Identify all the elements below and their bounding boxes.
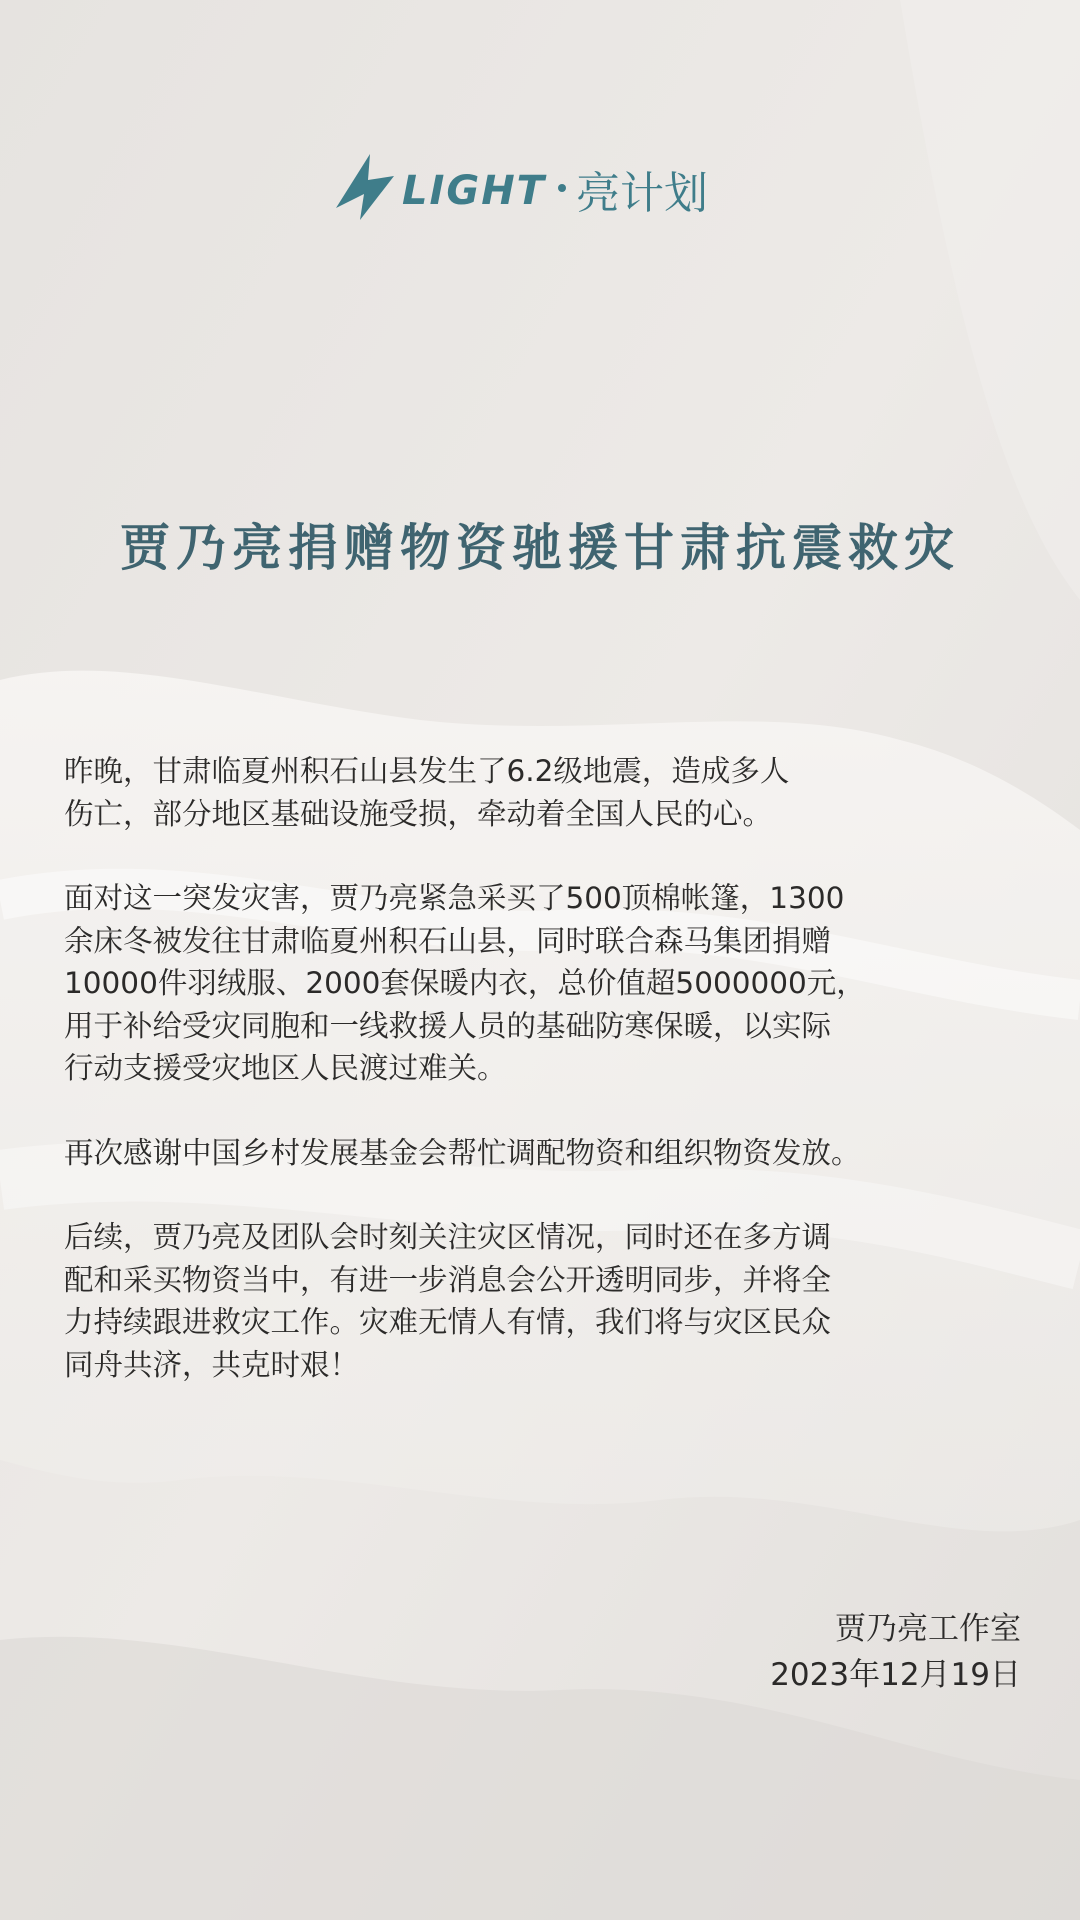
statement-body <box>64 750 1024 1428</box>
paragraph: 后续，贾乃亮及团队会时刻关注灾区情况，同时还在多方调 配和采买物资当中，有进一步消息会公开透明同步，并将全 力持续跟进救灾工作。灾难无情人有情，我们将与灾区民众 同舟共济，共克时艰！ <box>64 1220 832 1382</box>
paragraph: 昨晚，甘肃临夏州积石山县发生了6.2级地震，造成多人 伤亡，部分地区基础设施受损，牵动着全国人民的心。 <box>64 754 790 831</box>
svg-text:LIGHT: LIGHT <box>402 168 546 214</box>
signature-org: 贾乃亮工作室 <box>835 1611 1021 1647</box>
signature-date: 2023年12月19日 <box>770 1657 1021 1693</box>
brand-logo <box>0 146 1080 226</box>
svg-text:亮计划: 亮计划 <box>576 168 708 219</box>
signature-block <box>770 1606 1021 1698</box>
page-title: 贾乃亮捐赠物资驰援甘肃抗震救灾 <box>120 518 960 577</box>
paragraph: 面对这一突发灾害，贾乃亮紧急采买了500顶棉帐篷，1300 余床冬被发往甘肃临夏州积石山县，同时联合森马集团捐赠 10000件羽绒服、2000套保暖内衣，总价值超5000000元， 用于补给受灾同胞和一线救援人员的基础防寒保暖，以实际 行动支援受灾地区人民渡过难关。 <box>64 881 866 1085</box>
light-logo-icon <box>330 146 750 226</box>
paragraph: 再次感谢中国乡村发展基金会帮忙调配物资和组织物资发放。 <box>64 1135 861 1170</box>
